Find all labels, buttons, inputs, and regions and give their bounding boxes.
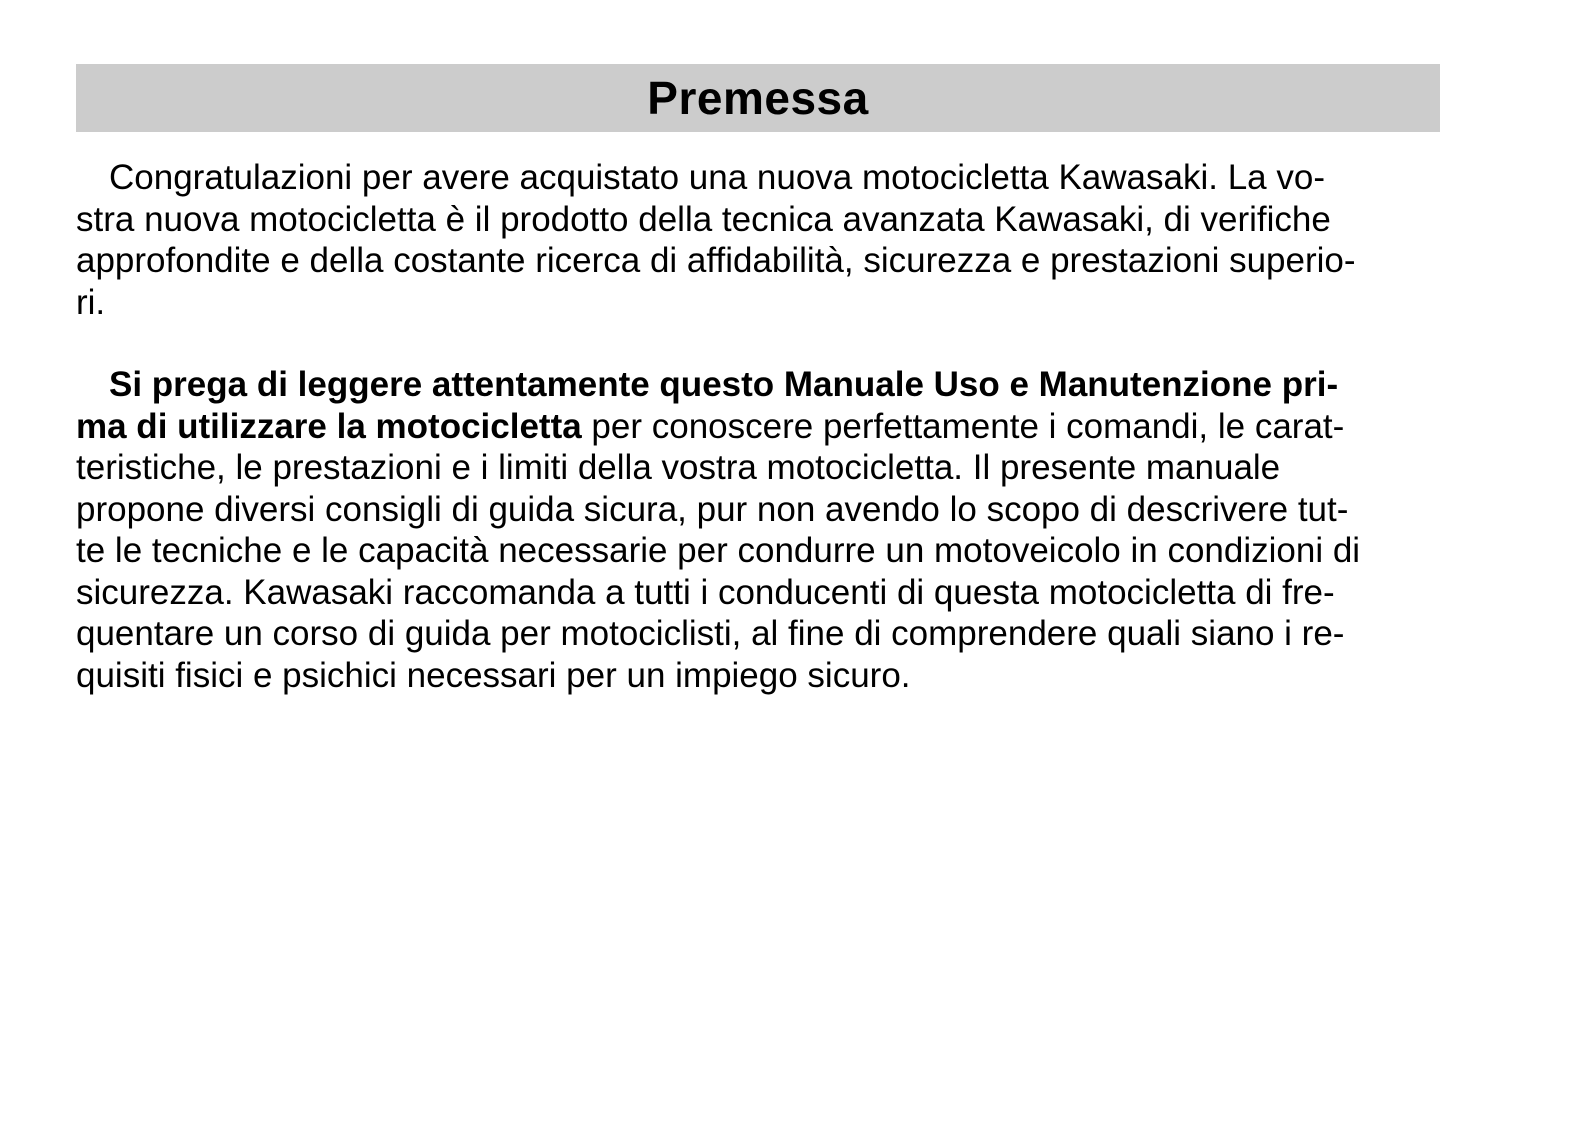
text-line: ri. (76, 282, 106, 322)
intro-paragraph (76, 157, 1440, 323)
text-line: per conoscere perfettamente i comandi, le carat- (581, 406, 1345, 446)
section-title-bar (76, 64, 1440, 132)
bold-text-line: Si prega di leggere attentamente questo Manuale Uso e Manutenzione pri- (109, 365, 1339, 404)
reading-advice-paragraph (76, 364, 1440, 696)
section-title: Premessa (647, 72, 869, 124)
text-line: te le tecniche e le capacità necessarie per condurre un motoveicolo in condizioni di (76, 531, 1361, 570)
text-line: stra nuova motocicletta è il prodotto della tecnica avanzata Kawasaki, di verifiche (76, 199, 1331, 239)
bold-text-line: ma di utilizzare la motocicletta (76, 406, 582, 446)
text-line: teristiche, le prestazioni e i limiti della vostra motocicletta. Il presente manuale (76, 448, 1281, 487)
text-line: quentare un corso di guida per motociclisti, al fine di comprendere quali siano i re- (76, 614, 1345, 653)
text-line: sicurezza. Kawasaki raccomanda a tutti i conducenti di questa motocicletta di fre- (76, 572, 1335, 612)
text-line: approfondite e della costante ricerca di affidabilità, sicurezza e prestazioni superio- (76, 241, 1356, 280)
text-line: propone diversi consigli di guida sicura, pur non avendo lo scopo di descrivere tut- (76, 489, 1349, 529)
text-line: quisiti fisici e psichici necessari per un impiego sicuro. (76, 655, 911, 695)
text-line: Congratulazioni per avere acquistato una nuova motocicletta Kawasaki. La vo- (109, 158, 1325, 197)
